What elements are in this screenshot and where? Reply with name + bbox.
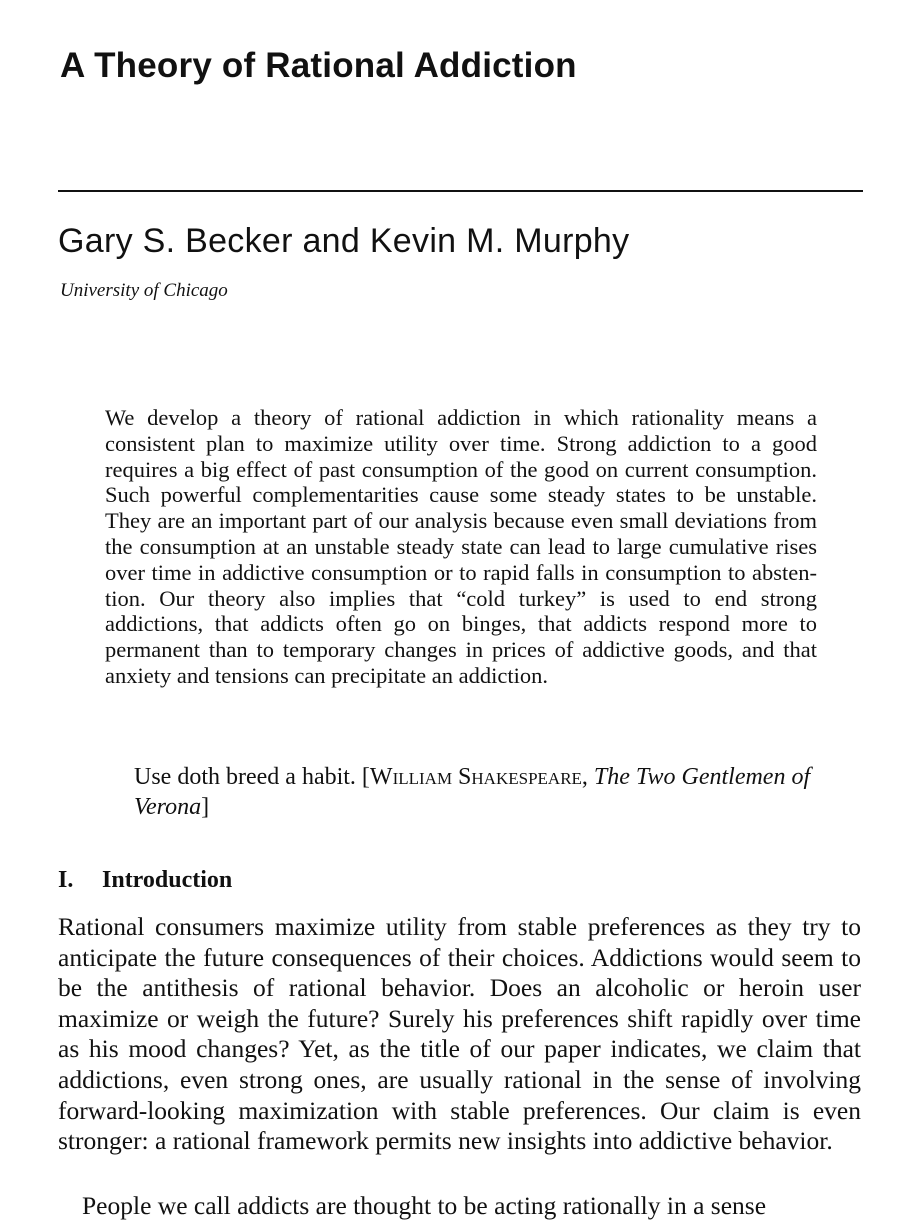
epigraph — [134, 762, 814, 822]
section-heading-introduction — [58, 867, 232, 894]
section-number: I. — [58, 867, 74, 893]
paper-authors: Gary S. Becker and Kevin M. Murphy — [58, 222, 630, 260]
author-affiliation: University of Chicago — [60, 280, 228, 301]
epigraph-close: ] — [201, 794, 210, 820]
section-title: Introduction — [102, 867, 233, 893]
epigraph-author: William Shakespeare — [369, 764, 582, 790]
introduction-paragraph: Rational consumers maximize utility from stable preferences as they try to anticipate the future consequences of their choices. Addictions would seem to be the antithesis of rational behavior. Does an alcoholic or heroin user maximize or weigh the future? Surely his preferences shift rapidly over time as his mood changes? Yet, as the title of our paper indicates, we claim that addictions, even strong ones, are usually rational in the sense of involving forward-looking maximization with stable preferences. Our claim is even stronger: a rational framework permits new insights into addictive behavior. — [58, 912, 861, 1156]
abstract: We develop a theory of rational addiction in which rationality means a consistent plan to maximize utility over time. Strong addiction to a good requires a big effect of past consumption of the good on current consumption. Such powerful complementarities cause some steady states to be unstable. They are an important part of our analysis because even small deviations from the consumption at an unstable steady state can lead to large cumulative rises over time in addictive consumption or to rapid falls in consumption to abstention. Our theory also implies that “cold turkey” is used to end strong addictions, that addicts often go on binges, that addicts respond more to permanent than to temporary changes in prices of addictive goods, and that anxiety and tensions can precipitate an addiction. — [105, 405, 817, 688]
paper-title: A Theory of Rational Addiction — [60, 46, 577, 85]
epigraph-separator: , — [581, 764, 594, 790]
title-divider — [58, 190, 863, 192]
epigraph-quote: Use doth breed a habit. [ — [134, 764, 370, 790]
introduction-next-paragraph: People we call addicts are thought to be acting rationally in a sense — [82, 1191, 767, 1220]
epigraph-work: The Two Gentlemen of Verona — [134, 764, 811, 820]
